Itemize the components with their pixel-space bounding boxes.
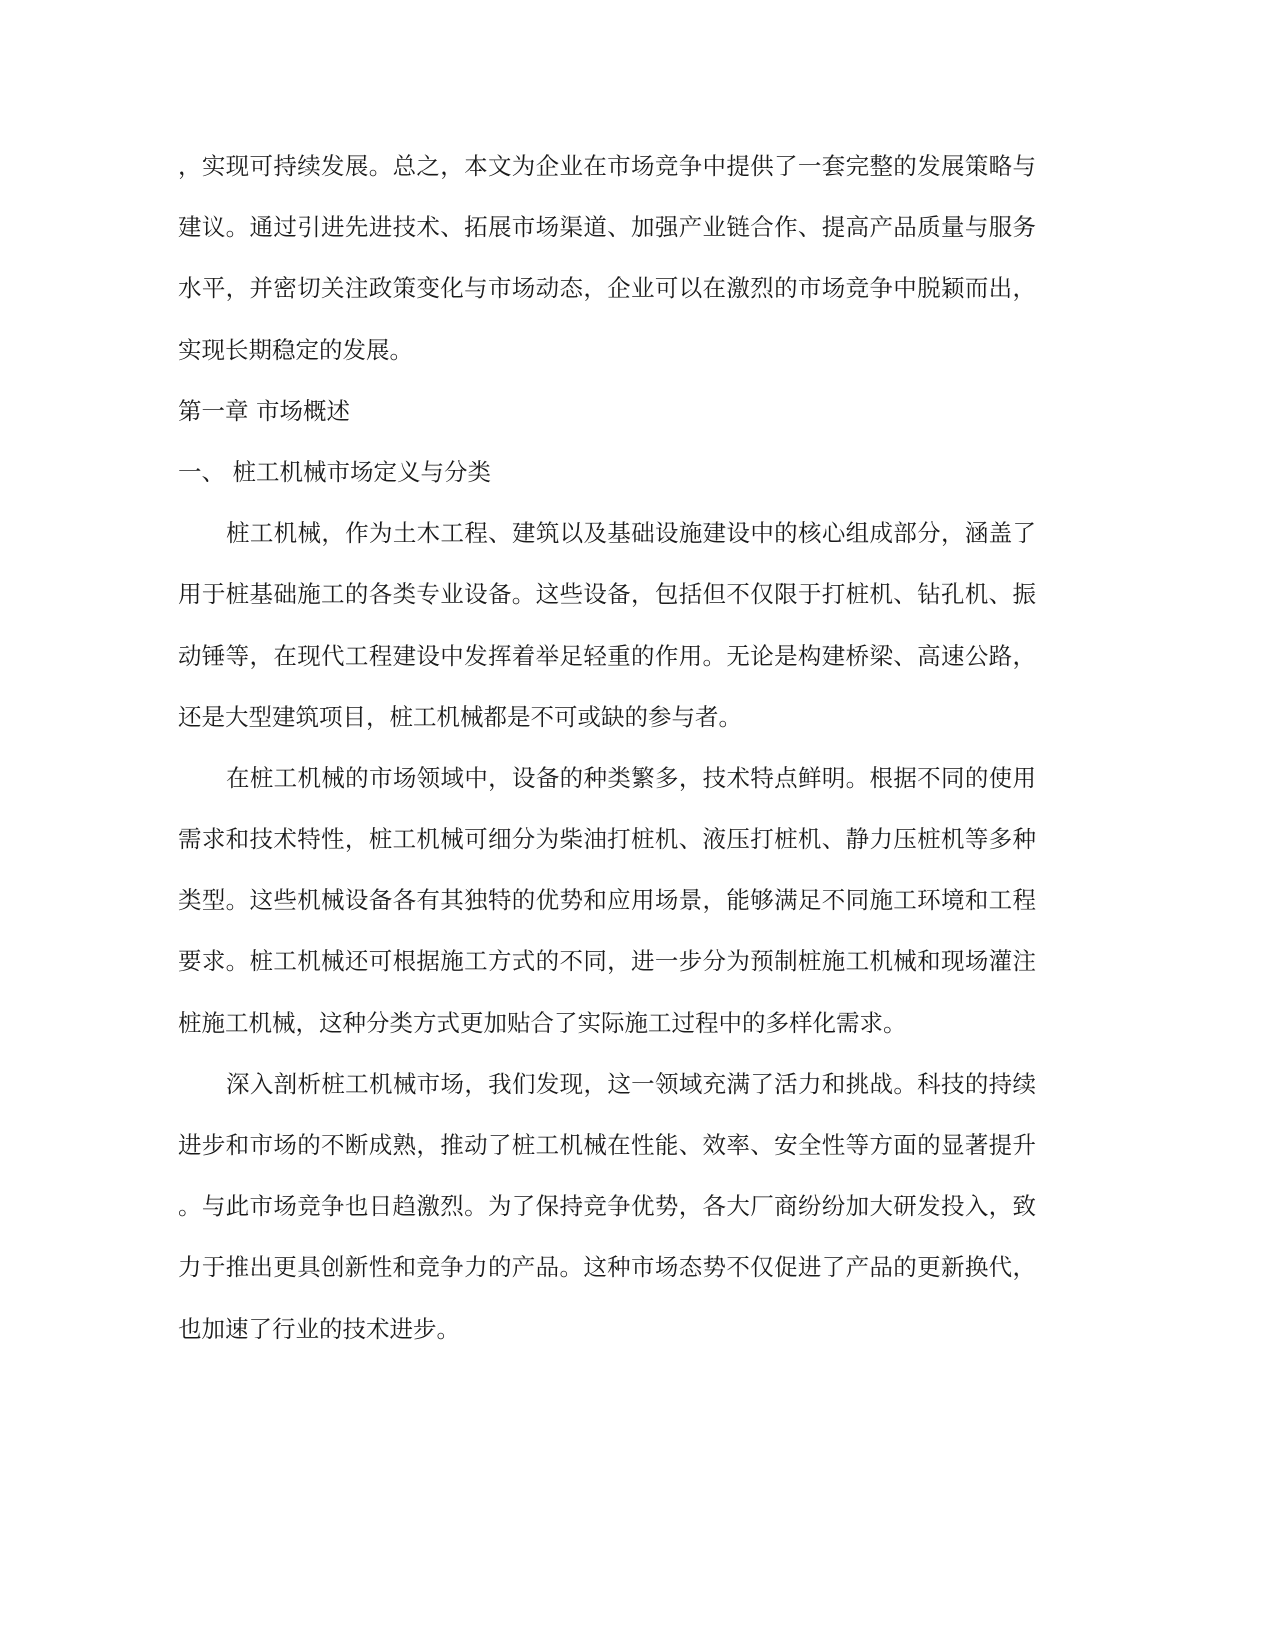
text-line: 水平，并密切关注政策变化与市场动态，企业可以在激烈的市场竞争中脱颖而出， [178, 274, 1036, 303]
paragraph [178, 146, 1036, 391]
text-line: 进步和市场的不断成熟，推动了桩工机械在性能、效率、安全性等方面的显著提升 [178, 1131, 1036, 1159]
text-line: 一、 桩工机械市场定义与分类 [178, 457, 491, 486]
text-line: 第一章 市场概述 [178, 396, 350, 425]
text-line: 在桩工机械的市场领域中，设备的种类繁多，技术特点鲜明。根据不同的使用 [226, 763, 1036, 792]
document-page [178, 146, 1036, 1370]
text-line: 实现长期稳定的发展。 [178, 335, 413, 364]
section-heading [178, 391, 1036, 452]
paragraph [178, 513, 1036, 758]
section-heading [178, 452, 1036, 513]
text-line: 桩工机械，作为土木工程、建筑以及基础设施建设中的核心组成部分，涵盖了 [226, 519, 1036, 548]
text-line: 深入剖析桩工机械市场，我们发现，这一领域充满了活力和挑战。科技的持续 [226, 1069, 1036, 1098]
text-line: 力于推出更具创新性和竞争力的产品。这种市场态势不仅促进了产品的更新换代， [178, 1253, 1036, 1282]
text-line: 建议。通过引进先进技术、拓展市场渠道、加强产业链合作、提高产品质量与服务 [178, 213, 1036, 242]
text-line: 要求。桩工机械还可根据施工方式的不同，进一步分为预制桩施工机械和现场灌注 [178, 947, 1036, 976]
text-line: 用于桩基础施工的各类专业设备。这些设备，包括但不仅限于打桩机、钻孔机、振 [178, 580, 1036, 609]
paragraph [178, 758, 1036, 1064]
text-line: 需求和技术特性，桩工机械可细分为柴油打桩机、液压打桩机、静力压桩机等多种 [178, 825, 1036, 854]
text-line: 类型。这些机械设备各有其独特的优势和应用场景，能够满足不同施工环境和工程 [178, 886, 1036, 915]
text-line: 还是大型建筑项目，桩工机械都是不可或缺的参与者。 [178, 702, 742, 731]
text-line: 动锤等，在现代工程建设中发挥着举足轻重的作用。无论是构建桥梁、高速公路， [178, 641, 1036, 670]
paragraph [178, 1064, 1036, 1370]
text-line: 。与此市场竞争也日趋激烈。为了保持竞争优势，各大厂商纷纷加大研发投入，致 [178, 1192, 1036, 1221]
text-line: 桩施工机械，这种分类方式更加贴合了实际施工过程中的多样化需求。 [178, 1008, 907, 1037]
text-line: 也加速了行业的技术进步。 [178, 1314, 460, 1343]
text-line: ，实现可持续发展。总之，本文为企业在市场竞争中提供了一套完整的发展策略与 [178, 152, 1036, 180]
